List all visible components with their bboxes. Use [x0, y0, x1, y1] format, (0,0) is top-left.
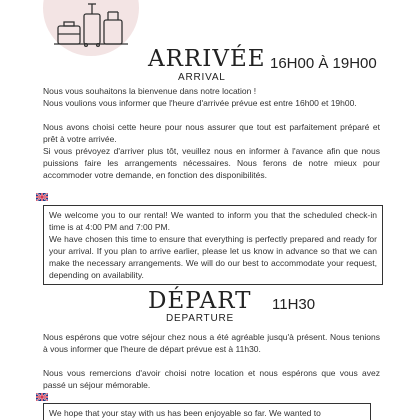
arrival-time: 16H00 À 19H00 [270, 55, 377, 72]
departure-french-text [43, 331, 380, 391]
arrival-english-box [43, 205, 383, 285]
paragraph: Nous vous remercions d'avoir choisi notre location et nous espérons que vous avez passé un séjour mémorable. [43, 368, 380, 390]
paragraph: Nous vous souhaitons la bienvenue dans notre location ! [43, 86, 257, 96]
paragraph: Nous avons choisi cette heure pour nous assurer que tout est parfaitement préparé et prêt à votre arrivée. [43, 122, 380, 144]
departure-title: DÉPART [148, 288, 252, 314]
departure-english-box [43, 403, 371, 420]
departure-time: 11H30 [272, 296, 316, 313]
uk-flag-icon [36, 393, 48, 401]
paragraph: We have chosen this time to ensure that everything is perfectly prepared and ready for your arrival. If you plan to arrive earlier, please let us know in advance so that we can make the necessary arrangements. We will do our best to accommodate your request, depending on availability. [49, 234, 377, 280]
uk-flag-icon [36, 193, 48, 201]
paragraph: Nous espérons que votre séjour chez nous a été agréable jusqu'à présent. Nous tenions à vous informer que l'heure de départ prévue est à 11h30. [43, 332, 380, 354]
arrival-french-text [43, 85, 380, 181]
arrival-subtitle: ARRIVAL [178, 72, 226, 83]
luggage-icon [50, 0, 132, 48]
departure-subtitle: DEPARTURE [166, 313, 234, 324]
arrival-title: ARRIVÉE [148, 46, 266, 72]
paragraph: Nous voulions vous informer que l'heure d'arrivée prévue est entre 16h00 et 19h00. [43, 98, 357, 108]
paragraph: Si vous prévoyez d'arriver plus tôt, veuillez nous en informer à l'avance afin que nous puissions faire les arrangements nécessaires. Nous ferons de notre mieux pour accommoder votre demande, en fonction des disponibilités. [43, 146, 380, 180]
paragraph: We hope that your stay with us has been enjoyable so far. We wanted to [49, 408, 321, 418]
paragraph: We welcome you to our rental! We wanted to inform you that the scheduled check-in time is at 4:00 PM and 7:00 PM. [49, 210, 377, 232]
